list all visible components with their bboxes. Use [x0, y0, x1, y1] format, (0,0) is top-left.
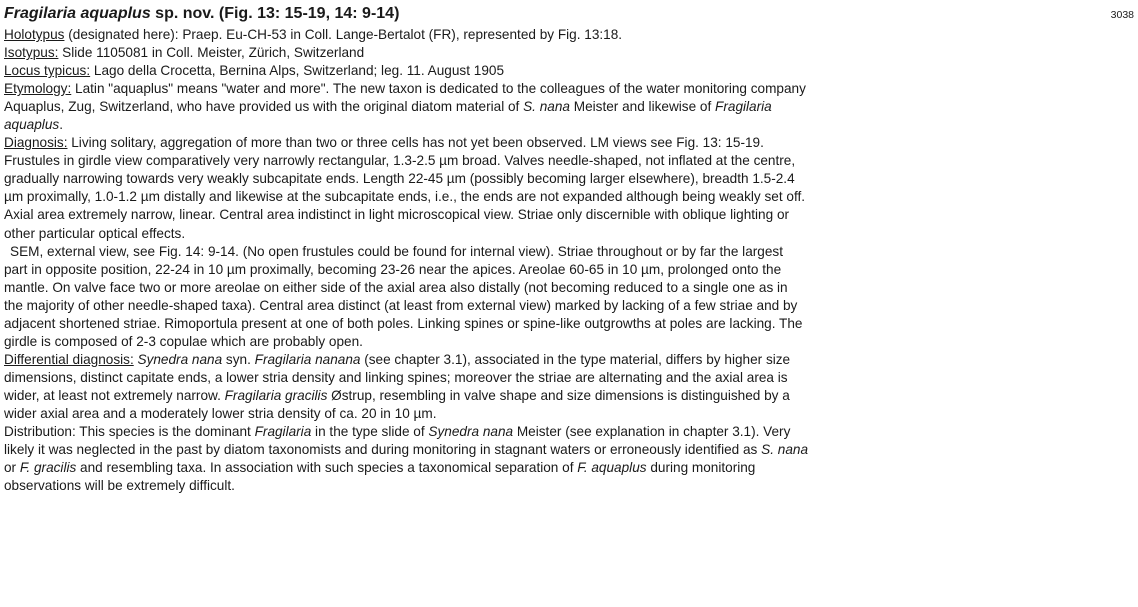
taxon-italic: S. nana	[523, 99, 570, 115]
locus-paragraph	[4, 62, 1132, 80]
differential-text: wider axial area and a moderately lower stria density of ca. 20 in 10 µm.	[4, 405, 437, 421]
sem-line: SEM, external view, see Fig. 14: 9-14. (No open frustules could be found for internal view). Striae throughout or by far the largest	[10, 243, 783, 259]
locus-text: Lago della Crocetta, Bernina Alps, Switzerland; leg. 11. August 1905	[90, 63, 505, 79]
locus-label: Locus typicus:	[4, 63, 91, 79]
species-title-rest: sp. nov. (Fig. 13: 15-19, 14: 9-14)	[150, 5, 400, 22]
distribution-text: Meister (see explanation in chapter 3.1). Very	[513, 424, 791, 440]
diagnosis-line: Living solitary, aggregation of more than two or three cells has not yet been observed. LM views see Fig. 13: 15-19.	[67, 135, 764, 151]
holotypus-label: Holotypus	[4, 27, 65, 42]
taxon-italic: Synedra nana	[137, 351, 223, 367]
sem-line: adjacent shortened striae. Rimoportula present at one of both poles. Linking spines or spine-like outgrowths at poles are lacking. The	[4, 315, 803, 331]
distribution-text: in the type slide of	[311, 424, 429, 440]
sem-line: mantle. On valve face two or more areolae on either side of the axial area also distally (not becoming reduced to a single one as in	[4, 279, 788, 295]
sem-line: part in opposite position, 22-24 in 10 µm proximally, becoming 23-26 near the apices. Areolae 60-65 in 10 µm, prolonged onto the	[4, 261, 782, 277]
differential-text: Østrup, resembling in valve shape and size dimensions is distinguished by a	[327, 387, 790, 403]
differential-text: dimensions, distinct capitate ends, a lower stria density and linking spines; moreover the striae are alternating and the axial area is	[4, 369, 788, 385]
differential-text: syn.	[222, 351, 255, 367]
taxon-italic: S. nana	[761, 442, 809, 458]
etymology-line: Meister and likewise of	[569, 99, 716, 115]
differential-text: wider, at least not extremely narrow.	[4, 387, 225, 403]
taxon-italic: Synedra nana	[428, 424, 514, 440]
distribution-text: or	[4, 460, 20, 476]
distribution-paragraph	[4, 423, 1132, 495]
isotypus-paragraph	[4, 44, 1132, 62]
differential-text: (see chapter 3.1), associated in the type material, differs by higher size	[360, 351, 791, 367]
diagnosis-paragraph	[4, 134, 1132, 242]
distribution-text: Distribution: This species is the dominant	[4, 424, 255, 440]
page-content	[4, 3, 1132, 495]
diagnosis-line: µm proximally, 1.0-1.2 µm distally and likewise at the subcapitate ends, i.e., the ends are not expanded although being weakly set off.	[4, 189, 806, 205]
differential-paragraph	[4, 351, 1132, 423]
diagnosis-line: other particular optical effects.	[4, 225, 186, 241]
etymology-line: Latin "aquaplus" means "water and more". The new taxon is dedicated to the colleagues of the water monitoring company	[71, 81, 806, 97]
taxon-italic: Fragilaria	[715, 99, 772, 115]
diagnosis-line: gradually narrowing towards very weakly subcapitate ends. Length 22-45 µm (possibly becoming larger elsewhere), breadth 1.5-2.4	[4, 171, 795, 187]
diagnosis-line: Axial area extremely narrow, linear. Central area indistinct in light microscopical view. Striae only discernible with oblique lighting or	[4, 207, 790, 223]
isotypus-text: Slide 1105081 in Coll. Meister, Zürich, Switzerland	[58, 45, 365, 61]
sem-line: girdle is composed of 2-3 copulae which are probably open.	[4, 333, 363, 349]
sem-line: the majority of other needle-shaped taxa). Central area distinct (at least from external view) marked by lacking of a few striae and by	[4, 297, 798, 313]
differential-label: Differential diagnosis:	[4, 351, 134, 367]
distribution-text: during monitoring	[646, 460, 756, 476]
distribution-text: observations will be extremely difficult.	[4, 478, 235, 494]
species-title	[4, 3, 1132, 25]
etymology-label: Etymology:	[4, 81, 72, 97]
etymology-line: .	[59, 117, 63, 133]
distribution-text: and resembling taxa. In association with such species a taxonomical separation of	[76, 460, 578, 476]
holotypus-paragraph	[4, 26, 1132, 44]
taxon-italic: F. aquaplus	[577, 460, 647, 476]
taxon-italic: Fragilaria gracilis	[224, 387, 328, 403]
diagnosis-label: Diagnosis:	[4, 135, 68, 151]
page-number: 3038	[1110, 9, 1134, 21]
isotypus-label: Isotypus:	[4, 45, 59, 61]
taxon-italic: Fragilaria	[254, 424, 312, 440]
distribution-text: likely it was neglected in the past by diatom taxonomists and during monitoring in stagnant waters or erroneously identified as	[4, 442, 762, 458]
etymology-line: Aquaplus, Zug, Switzerland, who have provided us with the original diatom material of	[4, 99, 524, 115]
taxon-italic: F. gracilis	[19, 460, 77, 476]
holotypus-text: (designated here): Praep. Eu-CH-53 in Coll. Lange-Bertalot (FR), represented by Fig. 13:18.	[64, 27, 623, 42]
taxon-italic: Fragilaria nanana	[254, 351, 361, 367]
species-name: Fragilaria aquaplus	[4, 5, 151, 22]
sem-paragraph	[4, 243, 1132, 351]
diagnosis-line: Frustules in girdle view comparatively very narrowly rectangular, 1.3-2.5 µm broad. Valves needle-shaped, not inflated at the centre,	[4, 153, 796, 169]
taxon-italic: aquaplus	[4, 117, 60, 133]
etymology-paragraph	[4, 80, 1132, 134]
